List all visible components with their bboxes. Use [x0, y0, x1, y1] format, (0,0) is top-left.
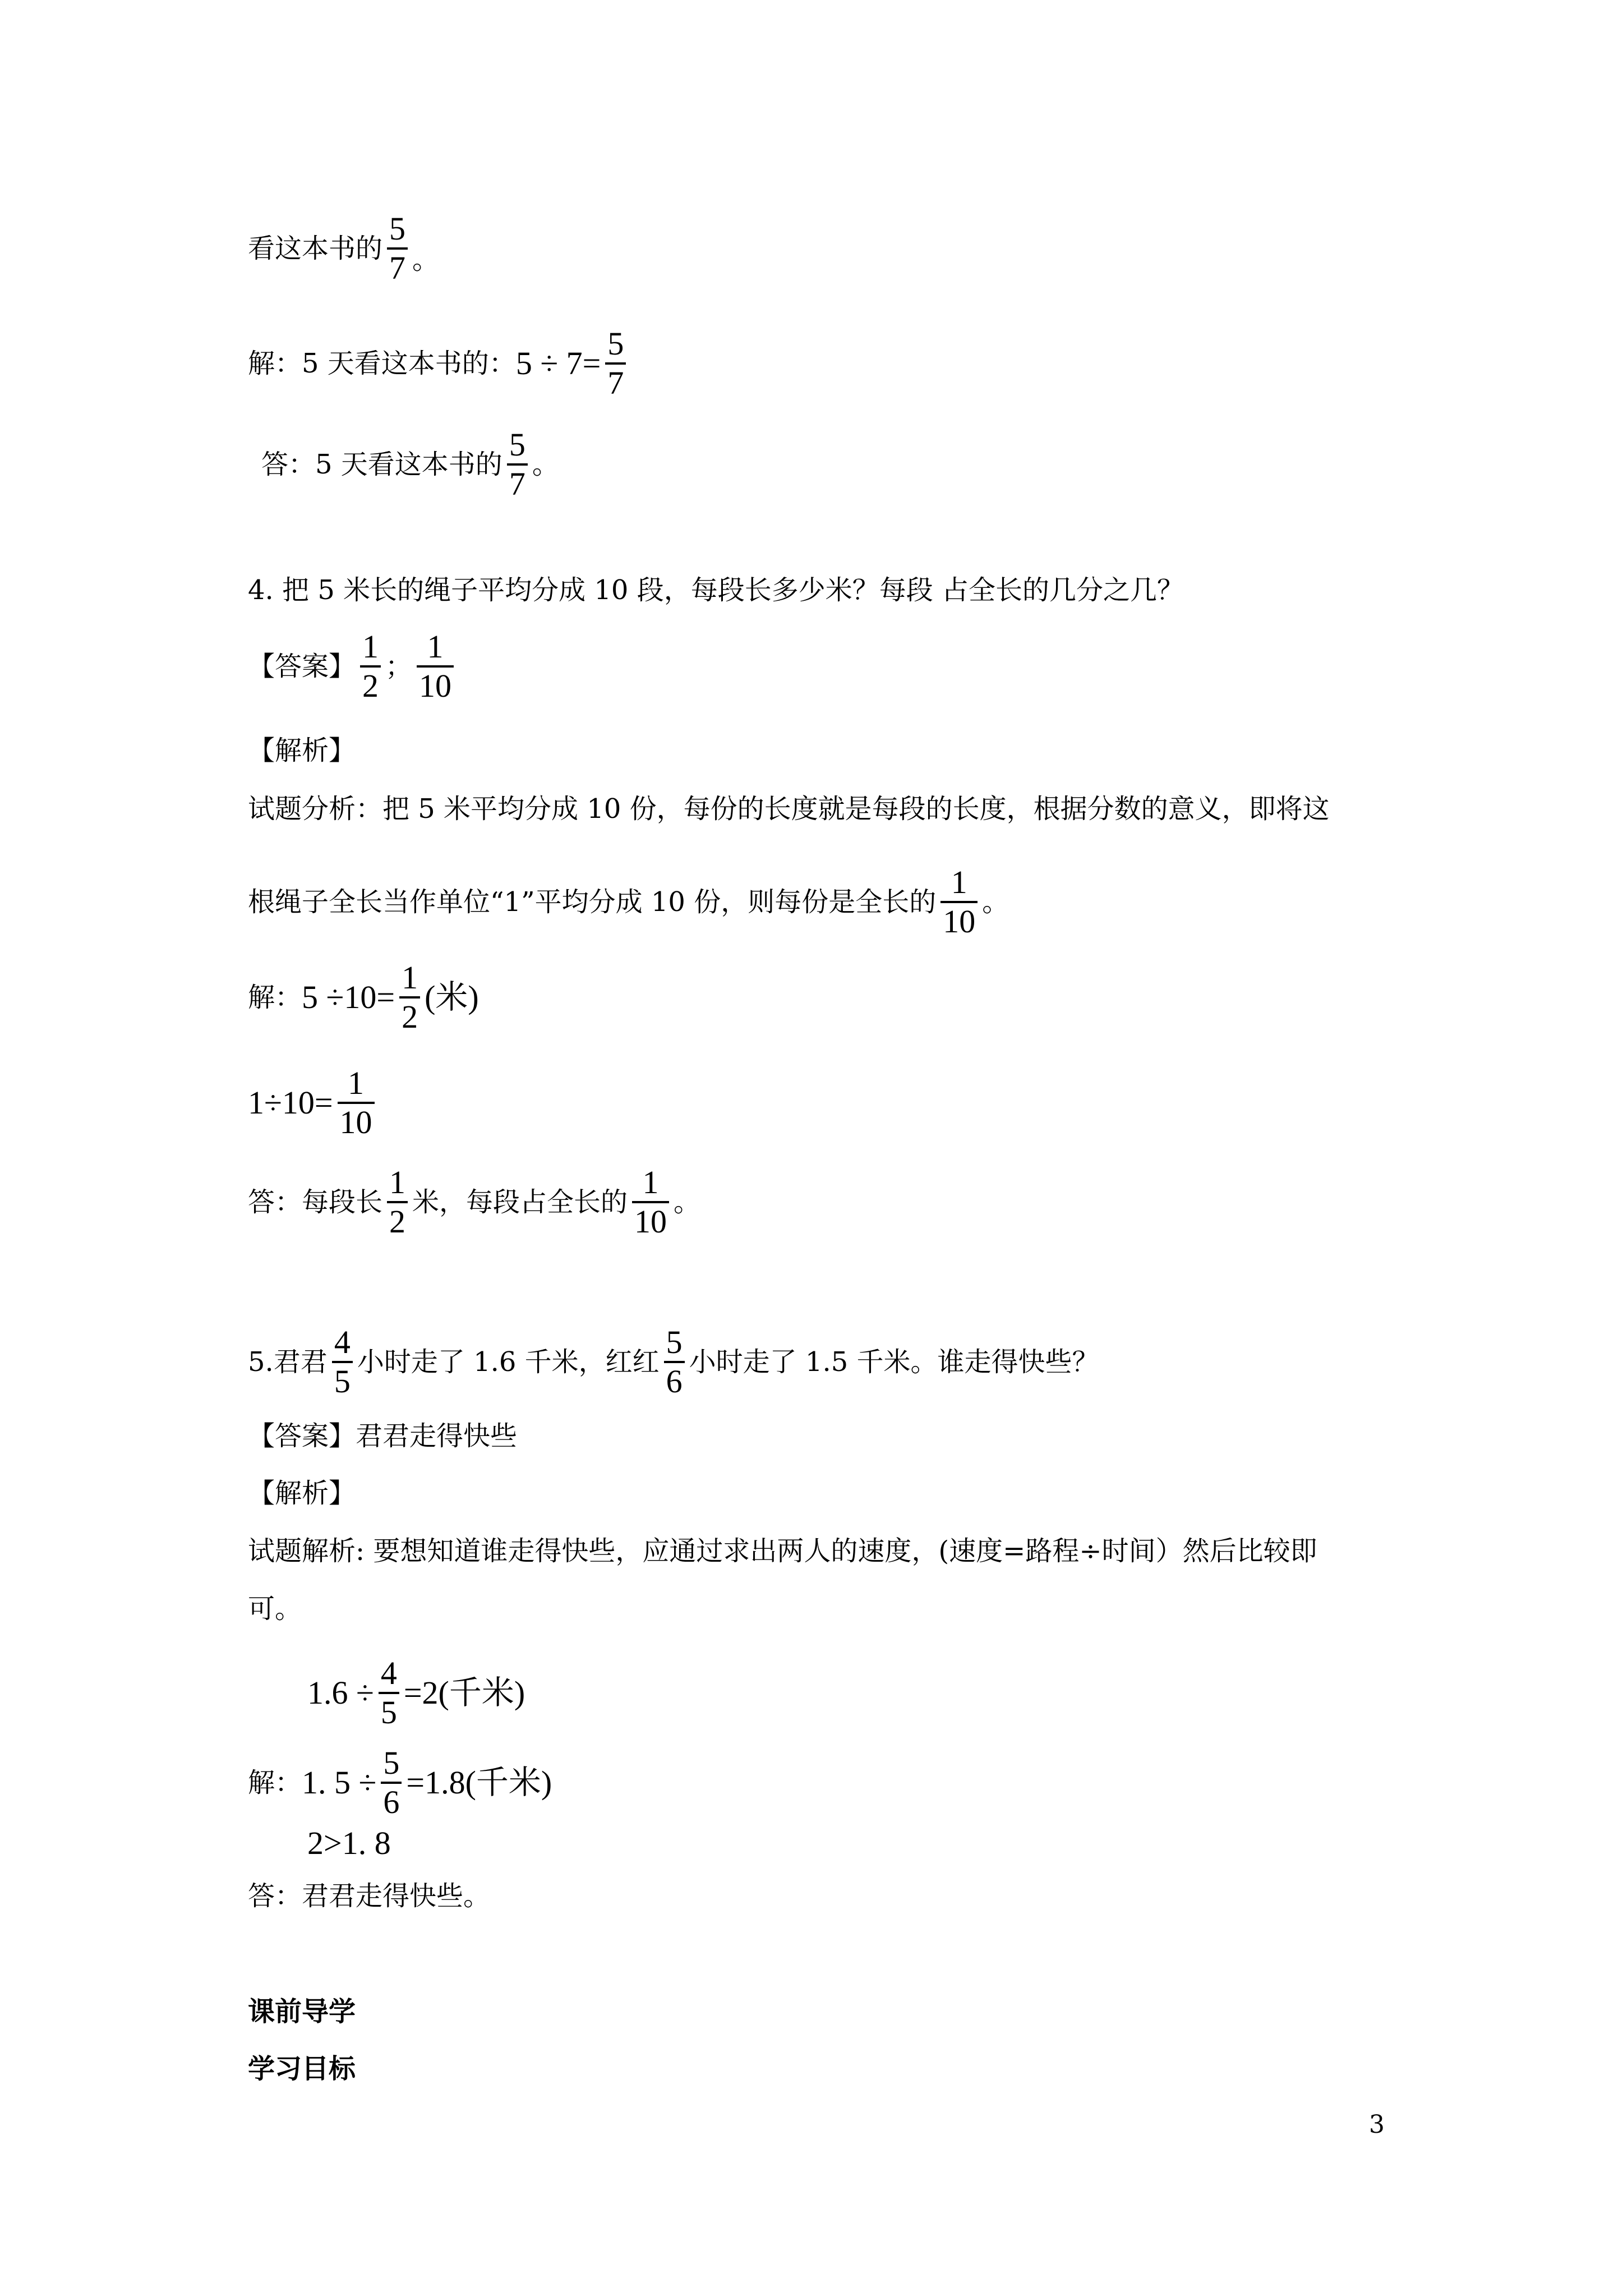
fraction: $\frac{1}{2}$: [387, 1164, 408, 1240]
q5-calc2: 解： 1. 5 ÷ $\frac{5}{6}$ =1.8(千米): [248, 1745, 552, 1820]
q4-solution1: 解： 5 ÷10= $\frac{1}{2}$ (米): [248, 959, 479, 1035]
fraction: $\frac{5}{6}$: [381, 1745, 402, 1821]
q4-analysis-line1: 试题分析：把 5 米平均分成 10 份，每份的长度就是每段的长度，根据分数的意义，即将这: [248, 793, 1330, 825]
fraction: $\frac{1}{10}$: [338, 1065, 375, 1141]
q4-final-answer: 答：每段长 $\frac{1}{2}$ 米，每段占全长的 $\frac{1}{10}$ 。: [248, 1164, 701, 1240]
fraction: $\frac{1}{10}$: [940, 864, 978, 940]
fraction: $\frac{4}{5}$: [379, 1655, 399, 1731]
q5-question: 5.君君 $\frac{4}{5}$ 小时走了 1.6 千米，红红 $\frac{5}{6}$ 小时走了 1.5 千米。谁走得快些？: [248, 1324, 1099, 1400]
q3-answer: 答：5 天看这本书的 $\frac{5}{7}$ 。: [261, 426, 559, 502]
fraction: $\frac{1}{10}$: [632, 1164, 669, 1240]
q5-analysis-line2: 可。: [248, 1593, 302, 1625]
q4-analysis-label: 【解析】: [248, 735, 356, 766]
q5-final-answer: 答：君君走得快些。: [248, 1880, 491, 1912]
fraction: $\frac{5}{7}$: [507, 426, 528, 503]
q4-analysis-line2: 根绳子全长当作单位“1”平均分成 10 份，则每份是全长的 $\frac{1}{10}$ 。: [248, 864, 1009, 940]
q4-solution2: 1÷10= $\frac{1}{10}$: [248, 1065, 379, 1141]
q5-calc1: 1.6 ÷ $\frac{4}{5}$ =2(千米): [307, 1655, 525, 1731]
q4-answer: 【答案】 $\frac{1}{2}$ ； $\frac{1}{10}$: [248, 628, 458, 705]
section-title: 课前导学: [248, 1996, 356, 2027]
q5-compare: 2>1. 8: [307, 1825, 391, 1861]
fraction: $\frac{1}{2}$: [360, 628, 381, 705]
q3-line1: 看这本书的 $\frac{5}{7}$ 。: [248, 210, 440, 286]
page-number: 3: [1369, 2110, 1385, 2139]
fraction: $\frac{1}{2}$: [399, 959, 420, 1036]
fraction: $\frac{5}{7}$: [605, 325, 626, 402]
subsection-title: 学习目标: [248, 2053, 356, 2085]
fraction: $\frac{5}{7}$: [387, 210, 408, 287]
fraction: $\frac{1}{10}$: [417, 628, 454, 705]
fraction: $\frac{5}{6}$: [664, 1324, 685, 1400]
q5-analysis-label: 【解析】: [248, 1478, 356, 1509]
q5-answer: 【答案】君君走得快些: [248, 1420, 518, 1452]
q5-analysis-line1: 试题解析: 要想知道谁走得快些，应通过求出两人的速度，(速度=路程÷时间）然后比较即: [248, 1535, 1317, 1567]
fraction: $\frac{4}{5}$: [332, 1324, 353, 1400]
q3-solution: 解：5 天看这本书的： 5 ÷ 7= $\frac{5}{7}$: [248, 325, 630, 402]
q4-question: 4. 把 5 米长的绳子平均分成 10 段，每段长多少米？每段 占全长的几分之几？: [248, 574, 1184, 606]
